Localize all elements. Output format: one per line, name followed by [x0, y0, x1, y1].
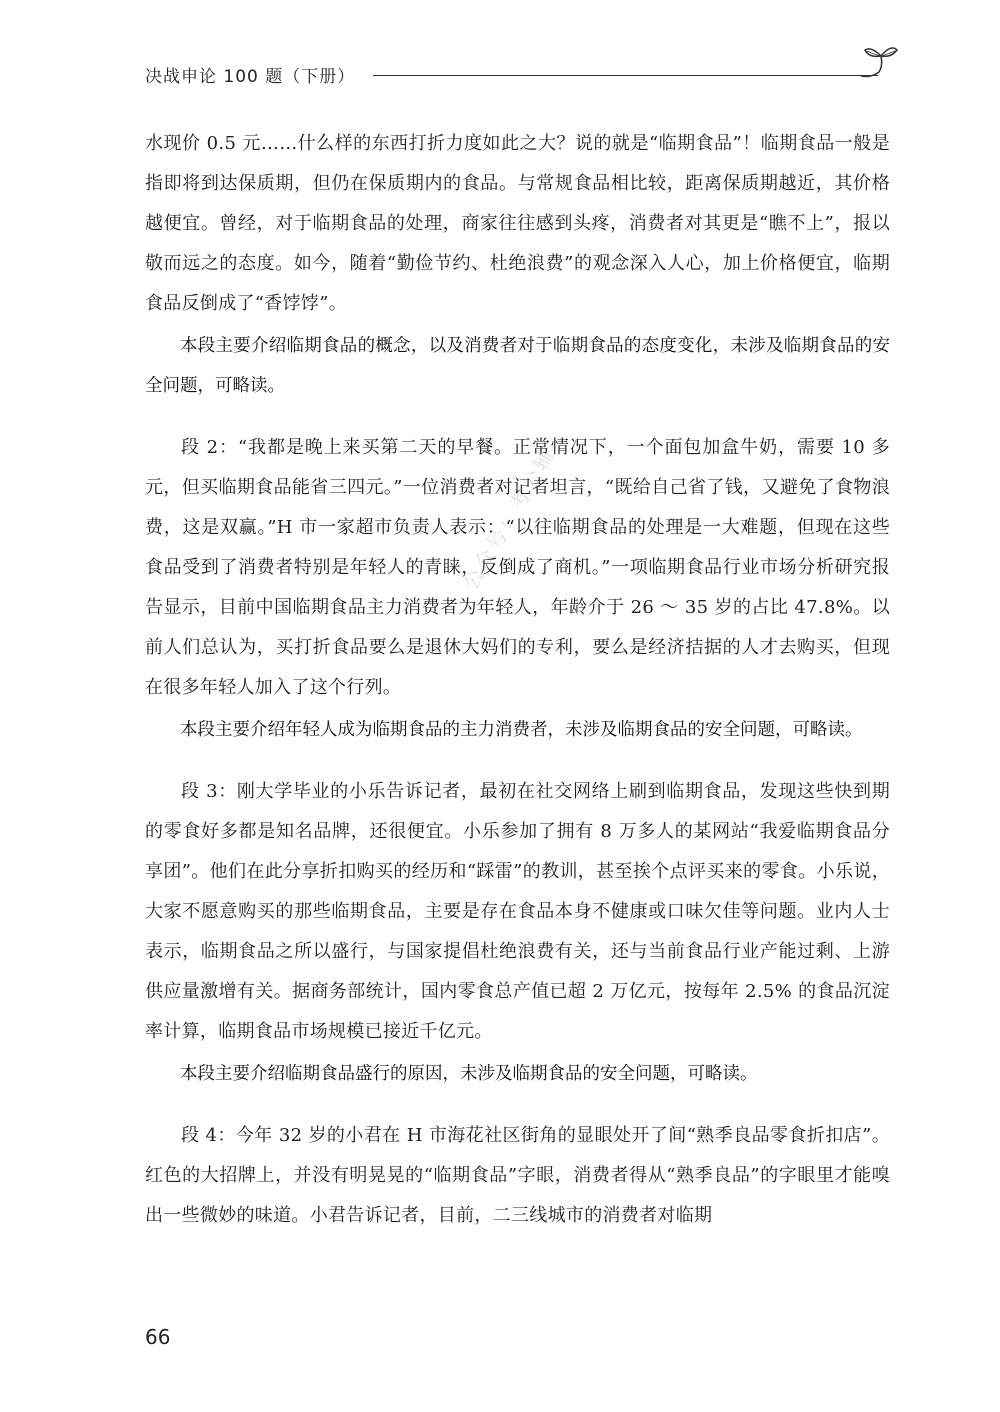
- book-title: 决战申论 100 题（下册）: [145, 67, 356, 87]
- watermark-text: 公众号：考公辅: [458, 442, 560, 594]
- sprout-icon: [857, 42, 899, 82]
- running-header: [145, 58, 890, 98]
- paragraph-4: 段 4：今年 32 岁的小君在 H 市海花社区街角的显眼处开了间“熟季良品零食折扣店”。红色的大招牌上，并没有明晃晃的“临期食品”字眼，消费者得从“熟季良品”的字眼里才能嗅出一些微妙的味道。小君告诉记者，目前，二三线城市的消费者对临期: [145, 1125, 890, 1226]
- page-number: 66: [145, 1325, 171, 1349]
- article-body: [145, 124, 890, 1236]
- summary-note-3: 本段主要介绍临期食品盛行的原因，未涉及临期食品的安全问题，可略读。: [180, 1064, 758, 1084]
- paragraph-3: 段 3：刚大学毕业的小乐告诉记者，最初在社交网络上刷到临期食品，发现这些快到期的零食好多都是知名品牌，还很便宜。小乐参加了拥有 8 万多人的某网站“我爱临期食品分享团”。他们在此分享折扣购买的经历和“踩雷”的教训，甚至挨个点评买来的零食。小乐说，大家不愿意购买的那些临期食品，主要是存在食品本身不健康或口味欠佳等问题。业内人士表示，临期食品之所以盛行，与国家提倡杜绝浪费有关，还与当前食品行业产能过剩、上游供应量激增有关。据商务部统计，国内零食总产值已超 2 万亿元，按每年 2.5% 的食品沉淀率计算，临期食品市场规模已接近千亿元。: [145, 781, 890, 1042]
- paragraph-2: 段 2：“我都是晚上来买第二天的早餐。正常情况下，一个面包加盒牛奶，需要 10 多元，但买临期食品能省三四元。”一位消费者对记者坦言，“既给自己省了钱，又避免了食物浪费，这是双赢。”H 市一家超市负责人表示：“以往临期食品的处理是一大难题，但现在这些食品受到了消费者特别是年轻人的青睐，反倒成了商机。”一项临期食品行业市场分析研究报告显示，目前中国临期食品主力消费者为年轻人，年龄介于 26 ～ 35 岁的占比 47.8%。以前人们总认为，买打折食品要么是退休大妈们的专利，要么是经济拮据的人才去购买，但现在很多年轻人加入了这个行列。: [145, 437, 890, 698]
- header-rule: [373, 75, 878, 76]
- summary-note-2: 本段主要介绍年轻人成为临期食品的主力消费者，未涉及临期食品的安全问题，可略读。: [180, 720, 863, 740]
- summary-note-1: 本段主要介绍临期食品的概念，以及消费者对于临期食品的态度变化，未涉及临期食品的安全问题，可略读。: [145, 336, 890, 396]
- paragraph-intro-continued: 水现价 0.5 元……什么样的东西打折力度如此之大？说的就是“临期食品”！临期食品一般是指即将到达保质期，但仍在保质期内的食品。与常规食品相比较，距离保质期越近，其价格越便宜。曾经，对于临期食品的处理，商家往往感到头疼，消费者对其更是“瞧不上”，报以敬而远之的态度。如今，随着“勤俭节约、杜绝浪费”的观念深入人心，加上价格便宜，临期食品反倒成了“香饽饽”。: [145, 133, 890, 314]
